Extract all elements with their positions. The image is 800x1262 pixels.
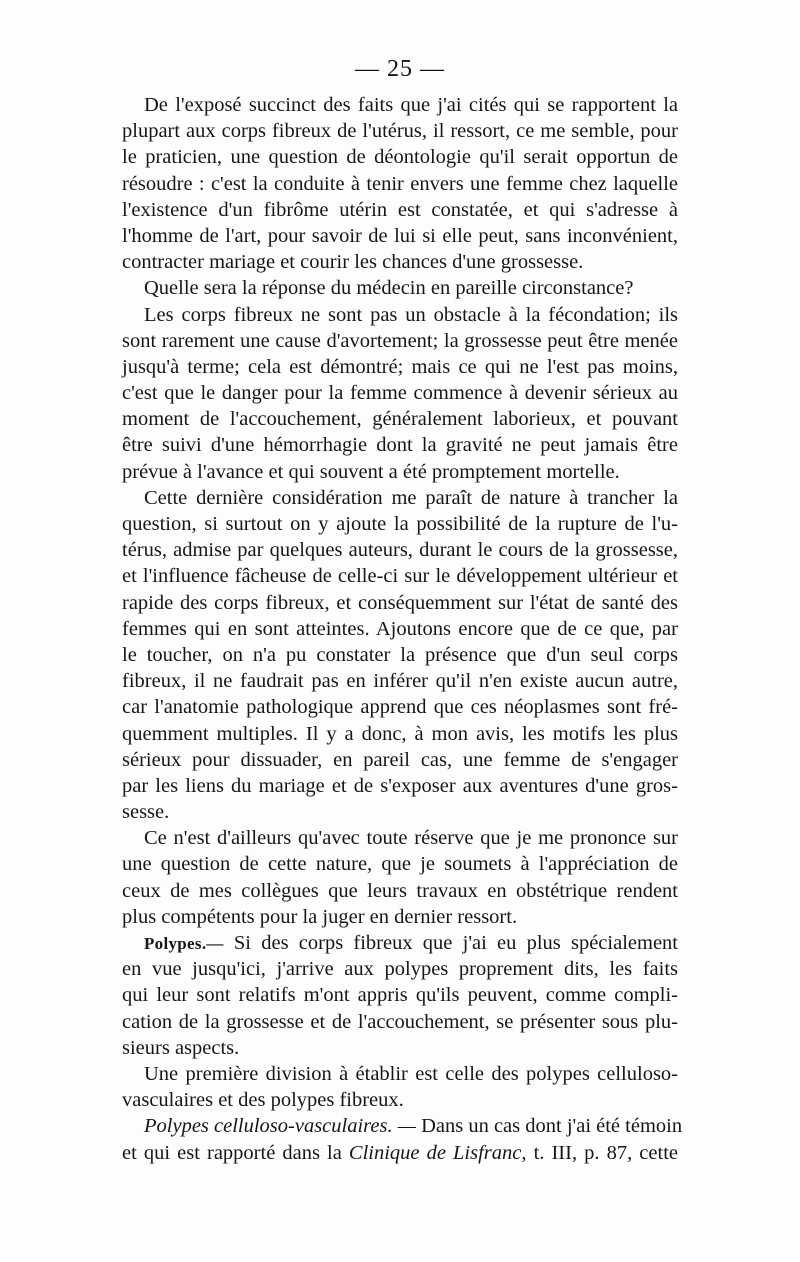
text-line: prévue à l'avance et qui souvent a été promptement mortelle.: [122, 460, 620, 483]
text-line: car l'anatomie pathologique apprend que ces néoplasmes sont fré-: [122, 696, 678, 719]
text-line: par les liens du mariage et de s'exposer aux aventures d'une gros-: [122, 774, 678, 797]
text-line: c'est que le danger pour la femme commence à devenir sérieux au: [122, 382, 678, 405]
section-heading-celluloso: Polypes celluloso-vasculaires. —: [144, 1115, 416, 1138]
text-line: être suivi d'une hémorrhagie dont la gravité ne peut jamais être: [122, 434, 678, 457]
text-line: l'homme de l'art, pour savoir de lui si elle peut, sans inconvénient,: [122, 224, 678, 247]
text-line: contracter mariage et courir les chances d'une grossesse.: [122, 251, 584, 274]
text-line: sieurs aspects.: [122, 1036, 240, 1059]
text-line: Ce n'est d'ailleurs qu'avec toute réserve que je me prononce sur: [144, 827, 678, 850]
text-line: le praticien, une question de déontologie qu'il serait opportun de: [122, 146, 678, 169]
text-line: Une première division à établir est celle des polypes celluloso-: [144, 1062, 678, 1085]
text-line: jusqu'à terme; cela est démontré; mais ce qui ne l'est pas moins,: [122, 355, 678, 378]
text-line: [122, 1140, 678, 1166]
text-line: ceux de mes collègues que leurs travaux en obstétrique rendent: [122, 879, 678, 902]
text-line: rapide des corps fibreux, et conséquemment sur l'état de santé des: [122, 591, 678, 614]
text-line: [122, 930, 678, 956]
text-line: l'existence d'un fibrôme utérin est constatée, et qui s'adresse à: [122, 198, 678, 221]
section-heading-polypes: Polypes.—: [144, 934, 224, 953]
text-line: femmes qui en sont atteintes. Ajoutons encore que de ce que, par: [122, 617, 678, 640]
text-run: Dans un cas dont j'ai été témoin: [421, 1115, 683, 1138]
text-line: en vue jusqu'ici, j'arrive aux polypes proprement dits, les faits: [122, 958, 678, 981]
text-line: sérieux pour dissuader, en pareil cas, une femme de s'engager: [122, 748, 678, 771]
text-run: et qui est rapporté dans la: [122, 1141, 342, 1164]
text-line: et l'influence fâcheuse de celle-ci sur le développement ultérieur et: [122, 565, 678, 588]
text-line: sesse.: [122, 801, 170, 824]
text-line: cation de la grossesse et de l'accouchement, se présenter sous plu-: [122, 1010, 678, 1033]
text-line: De l'exposé succinct des faits que j'ai cités qui se rapportent la: [144, 94, 678, 116]
text-line: [122, 1113, 683, 1139]
text-line: térus, admise par quelques auteurs, durant le cours de la grossesse,: [122, 539, 678, 562]
body-text: [122, 92, 683, 1166]
text-line: quemment multiples. Il y a donc, à mon avis, les motifs les plus: [122, 722, 678, 745]
text-line: résoudre : c'est la conduite à tenir envers une femme chez laquelle: [122, 172, 678, 195]
citation-title: Clinique de Lisfranc: [348, 1141, 522, 1164]
text-line: Les corps fibreux ne sont pas un obstacle à la fécondation; ils: [144, 303, 678, 326]
text-line: qui leur sont relatifs m'ont appris qu'ils peuvent, comme compli-: [122, 984, 678, 1007]
text-line: le toucher, on n'a pu constater la présence que d'un seul corps: [122, 643, 678, 666]
text-run: , t. III, p. 87, cette: [521, 1141, 678, 1164]
page-number: — 25 —: [355, 56, 445, 82]
text-line: plus compétents pour la juger en dernier ressort.: [122, 905, 518, 928]
text-line: question, si surtout on y ajoute la possibilité de la rupture de l'u-: [122, 513, 678, 535]
text-line: une question de cette nature, que je soumets à l'appréciation de: [122, 853, 678, 876]
text-line: vasculaires et des polypes fibreux.: [122, 1089, 404, 1112]
text-line: sont rarement une cause d'avortement; la grossesse peut être menée: [122, 329, 678, 352]
text-line: fibreux, il ne faudrait pas en inférer qu'il n'en existe aucun autre,: [122, 670, 678, 693]
text-line: moment de l'accouchement, généralement laborieux, et pouvant: [122, 408, 678, 431]
text-line: plupart aux corps fibreux de l'utérus, il ressort, ce me semble, pour: [122, 120, 678, 143]
text-run: Si des corps fibreux que j'ai eu plus spécialement: [233, 932, 678, 954]
text-line: Cette dernière considération me paraît de nature à trancher la: [144, 486, 678, 509]
text-line: Quelle sera la réponse du médecin en pareille circonstance?: [144, 277, 634, 300]
